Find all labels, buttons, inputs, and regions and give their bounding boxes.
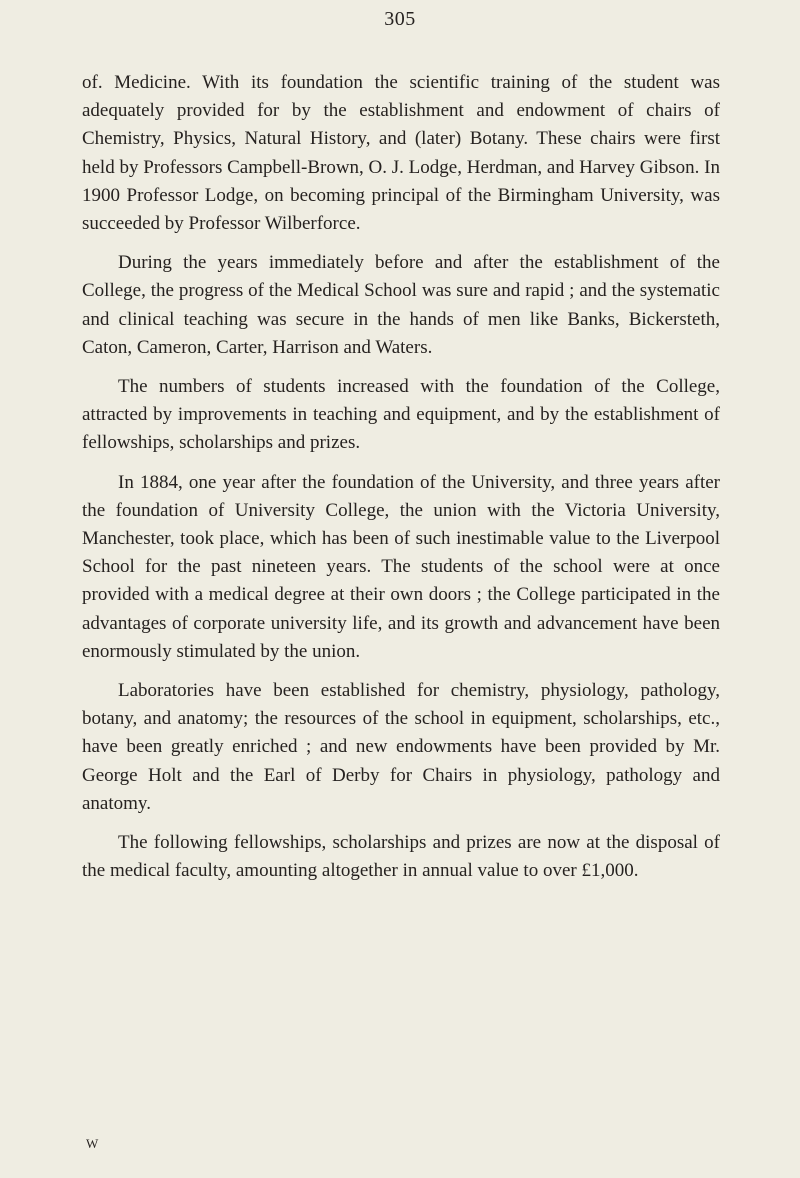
signature-mark: W xyxy=(86,1136,100,1151)
paragraph: The following fellowships, scholarships and prizes are now at the disposal of the medical faculty, amounting altogether in annual value to over £1,000. xyxy=(82,832,720,882)
paragraph: During the years immediately before and after the establishment of the College, the progress of the Medical School was sure and rapid ; and the systematic and clinical teaching was secure in the hands of men like Banks, Bickersteth, Caton, Cameron, Carter, Harrison and Waters. xyxy=(82,252,720,358)
body-text xyxy=(82,69,720,896)
paragraph: In 1884, one year after the foundation of the University, and three years after the foundation of University College, the union with the Victoria University, Manchester, took place, which has been of such inestimable value to the Liverpool School for the past nineteen years. The students of the school were at once provided with a medical degree at their own doors ; the College participated in the advantages of corporate university life, and its growth and advancement have been enormously stimulated by the union. xyxy=(82,471,720,662)
paragraph: of. Medicine. With its foundation the scientific training of the student was adequately provided for by the establishment and endowment of chairs of Chemistry, Physics, Natural History, and (later) Botany. These chairs were first held by Professors Campbell-Brown, O. J. Lodge, Herdman, and Harvey Gibson. In 1900 Professor Lodge, on becoming principal of the Birmingham University, was succeeded by Professor Wilberforce. xyxy=(82,72,720,235)
paragraph: Laboratories have been established for chemistry, physiology, pathology, botany, and anatomy; the resources of the school in equipment, scholarships, etc., have been greatly enriched ; and new endowments have been provided by Mr. George Holt and the Earl of Derby for Chairs in physiology, pathology and anatomy. xyxy=(82,680,720,814)
page-number: 305 xyxy=(384,8,416,30)
paragraph: The numbers of students increased with the foundation of the College, attracted by improvements in teaching and equipment, and by the establishment of fellowships, scholarships and prizes. xyxy=(82,376,720,454)
